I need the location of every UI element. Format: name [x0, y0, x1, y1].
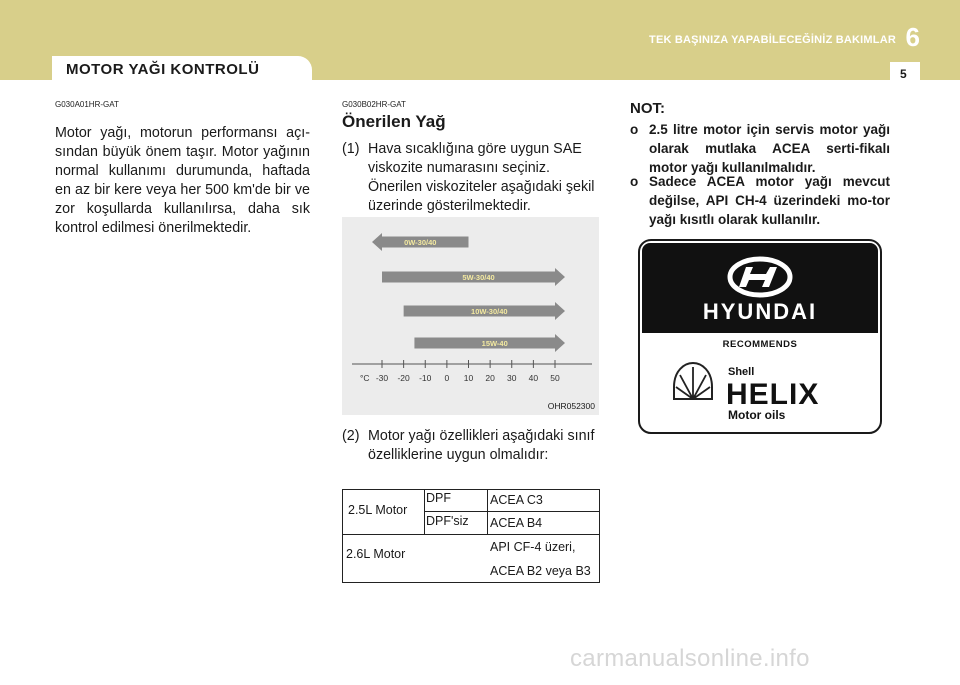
note-title: NOT: [630, 100, 665, 117]
note-bullet: o [630, 122, 639, 137]
no-dpf-label: DPF'siz [426, 514, 469, 528]
chapter-number: 6 [905, 22, 920, 52]
page-number-box [890, 62, 920, 86]
chart-tick-label: -10 [419, 373, 432, 383]
chart-tick-label: 20 [485, 373, 495, 383]
row-2-6l-value-1: API CF-4 üzeri, [490, 540, 576, 554]
recommends-label: RECOMMENDS [722, 339, 798, 350]
table-divider [343, 534, 599, 535]
viscosity-bar-label: 0W-30/40 [404, 238, 437, 247]
chart-tick-label: 40 [528, 373, 539, 383]
table-divider [487, 490, 488, 534]
item-1-text: Hava sıcaklığına göre uygun SAE viskozite numarasını seçiniz. Önerilen viskoziteler aşağıdaki şekil üzerinde gösterilmektedir. [368, 141, 595, 214]
table-divider [424, 490, 425, 534]
viscosity-bar-label: 10W-30/40 [471, 307, 508, 316]
row-2-6l-label: 2.6L Motor [346, 547, 406, 561]
viscosity-bar-label: 5W-30/40 [462, 273, 495, 282]
viscosity-bar-label: 15W-40 [481, 339, 508, 348]
shell-pecten-icon [674, 363, 712, 399]
hyundai-wordmark: HYUNDAI [702, 299, 818, 324]
note-item-1-text: 2.5 litre motor için servis motor yağı olarak mutlaka ACEA serti-fikalı motor yağı kullanılmalıdır. [649, 122, 890, 175]
chart-tick-label: -20 [397, 373, 410, 383]
dpf-value: ACEA C3 [490, 493, 543, 507]
chart-tick-label: 50 [550, 373, 560, 383]
note-item-1 [630, 120, 890, 178]
item-1-number: (1) [342, 141, 360, 157]
motor-oils-label: Motor oils [728, 408, 786, 422]
table-divider [424, 511, 599, 512]
item-1 [342, 140, 600, 220]
left-body-text: Motor yağı, motorun performansı açı-sından büyük önem taşır. Motor yağının normal kullanımı durumunda, haftada en az bir kere veya her 500 km'de bir ve zor koşullarda kullanılırsa, daha sık kontrol edilmesi önerilmektedir. [55, 125, 310, 236]
figure-code: OHR052300 [547, 401, 595, 411]
no-dpf-value: ACEA B4 [490, 516, 543, 530]
axis-unit-label: °C [360, 373, 370, 383]
chart-tick-label: -30 [375, 373, 389, 383]
row-2-5l-label: 2.5L Motor [348, 503, 408, 517]
chart-tick-label: 30 [507, 373, 517, 383]
item-2-number: (2) [342, 428, 360, 444]
row-2-6l-value-2: ACEA B2 veya B3 [490, 564, 591, 578]
note-bullet: o [630, 174, 639, 189]
item-2-text: Motor yağı özellikleri aşağıdaki sınıf özelliklerine uygun olmalıdır: [368, 428, 595, 463]
hyundai-shell-logo [638, 239, 882, 434]
recommended-oil-heading: Önerilen Yağ [342, 112, 446, 131]
viscosity-chart [342, 217, 599, 415]
left-section-code: G030A01HR-GAT [55, 100, 119, 109]
dpf-label: DPF [426, 491, 451, 505]
watermark: carmanualsonline.info [570, 645, 810, 672]
shell-label: Shell [728, 366, 755, 378]
item-2 [342, 427, 604, 469]
note-item-2-text: Sadece ACEA motor yağı mevcut değilse, API CH-4 üzerindeki mo-tor yağı kısıtlı olarak kullanılır. [649, 174, 890, 227]
section-title: MOTOR YAĞI KONTROLÜ [66, 61, 260, 78]
chart-tick-label: 0 [444, 373, 450, 383]
page-number: 5 [900, 67, 907, 81]
note-item-2 [630, 172, 890, 230]
section-tab [52, 56, 312, 84]
chapter-title: TEK BAŞINIZA YAPABİLECEĞİNİZ BAKIMLAR [649, 34, 896, 46]
helix-label: HELIX [726, 378, 820, 411]
viscosity-figure [342, 217, 599, 415]
chart-tick-label: 10 [463, 373, 474, 383]
oil-spec-table [342, 489, 600, 583]
middle-section-code: G030B02HR-GAT [342, 100, 406, 109]
